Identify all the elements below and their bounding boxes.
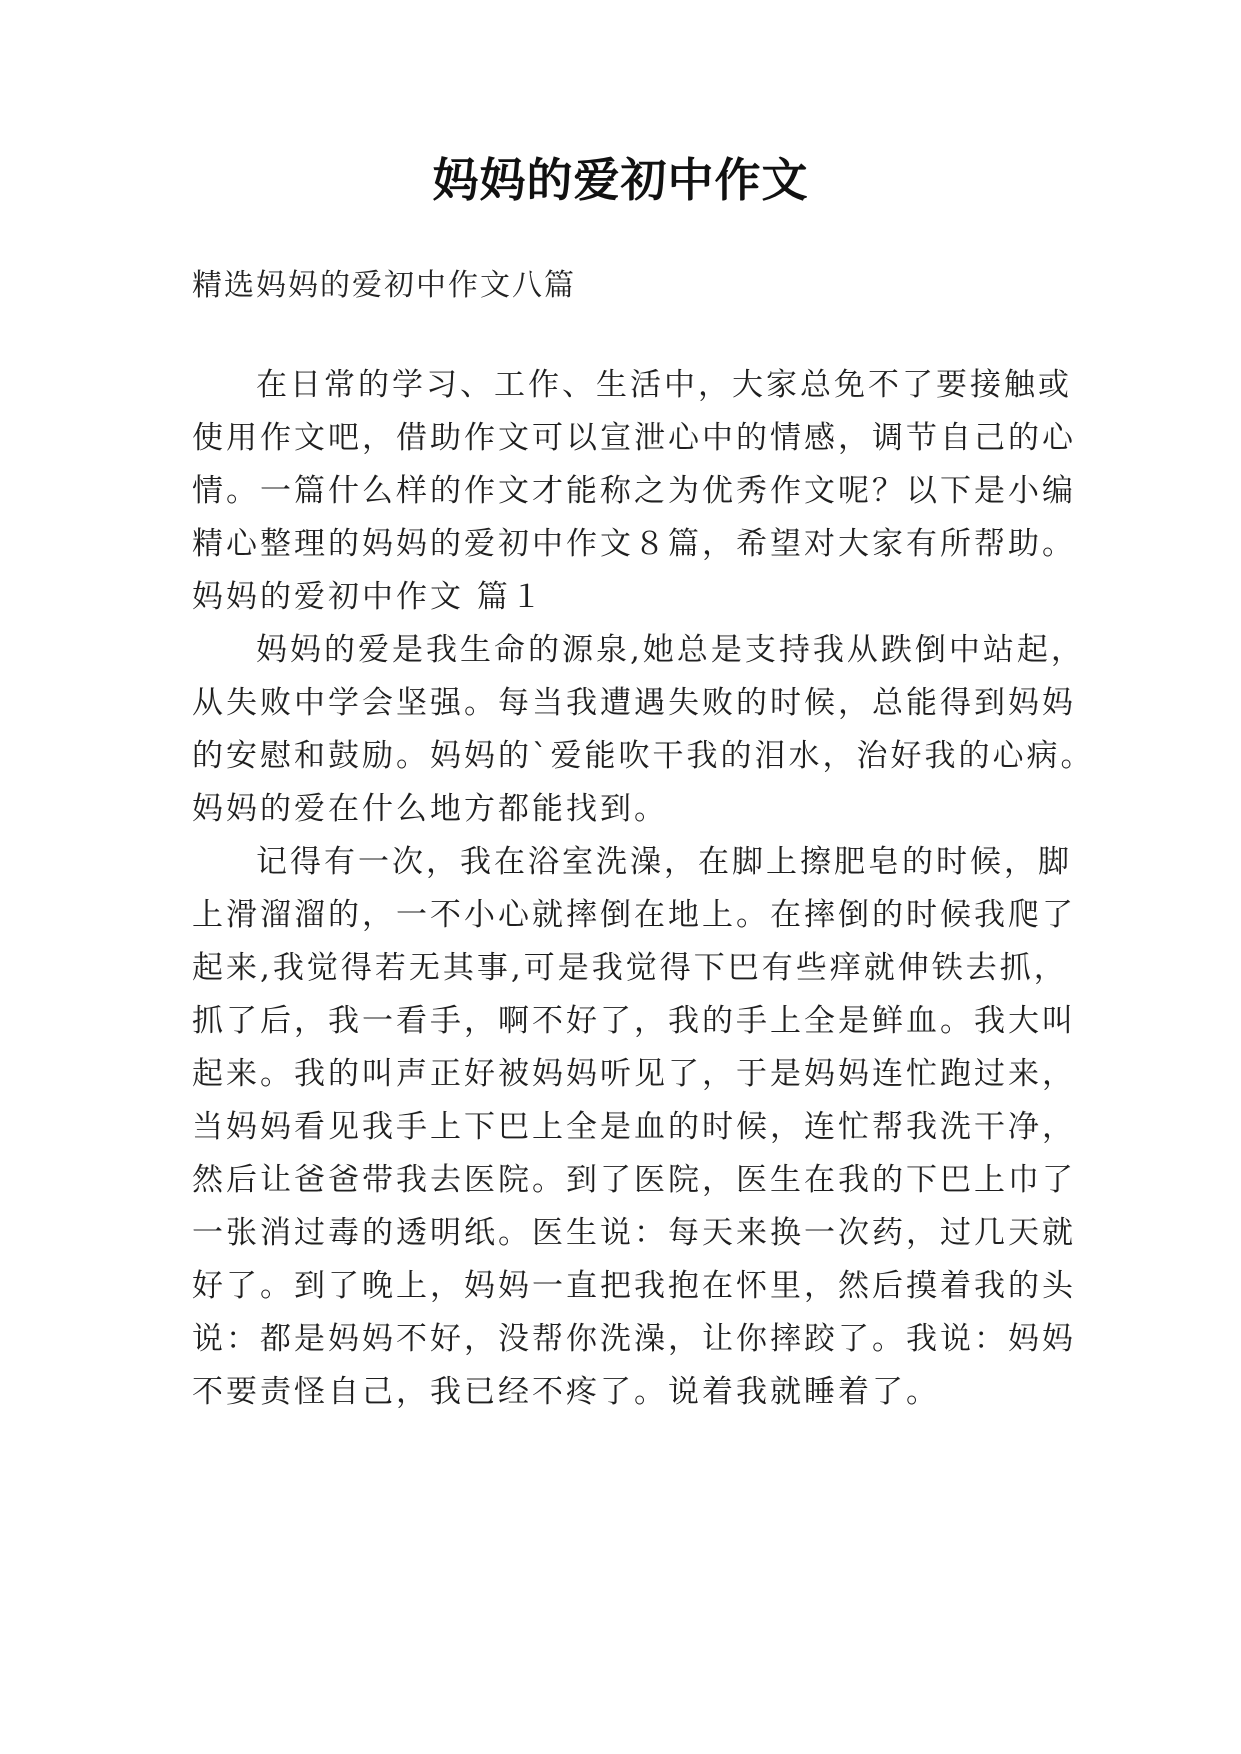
- document-title: 妈妈的爱初中作文: [432, 153, 809, 207]
- text-line: 一张消过毒的透明纸。医生说：每天来换一次药，过几天就: [192, 1215, 1076, 1251]
- section-heading: 妈妈的爱初中作文 篇１: [192, 579, 545, 615]
- text-line: 好了。到了晚上，妈妈一直把我抱在怀里，然后摸着我的头: [192, 1268, 1076, 1304]
- text-line: 情。一篇什么样的作文才能称之为优秀作文呢？以下是小编: [192, 473, 1076, 509]
- text-line: 妈妈的爱在什么地方都能找到。: [192, 791, 668, 827]
- text-line: 在日常的学习、工作、生活中，大家总免不了要接触或: [256, 367, 1072, 403]
- text-line: 妈妈的爱是我生命的源泉,她总是支持我从跌倒中站起，: [256, 632, 1085, 668]
- text-line: 当妈妈看见我手上下巴上全是血的时候，连忙帮我洗干净，: [192, 1109, 1076, 1145]
- text-line: 抓了后，我一看手，啊不好了，我的手上全是鲜血。我大叫: [192, 1003, 1076, 1039]
- text-line: 然后让爸爸带我去医院。到了医院，医生在我的下巴上巾了: [192, 1162, 1076, 1198]
- text-line: 说：都是妈妈不好，没帮你洗澡，让你摔跤了。我说：妈妈: [192, 1321, 1076, 1357]
- text-line: 上滑溜溜的，一不小心就摔倒在地上。在摔倒的时候我爬了: [192, 897, 1076, 933]
- text-line: 从失败中学会坚强。每当我遭遇失败的时候，总能得到妈妈: [192, 685, 1076, 721]
- text-line: 的安慰和鼓励。妈妈的`爱能吹干我的泪水，治好我的心病。: [192, 738, 1095, 774]
- text-line: 不要责怪自己，我已经不疼了。说着我就睡着了。: [192, 1374, 940, 1410]
- text-line: 起来,我觉得若无其事,可是我觉得下巴有些痒就伸铁去抓，: [192, 950, 1068, 986]
- text-line: 精心整理的妈妈的爱初中作文８篇，希望对大家有所帮助。: [192, 526, 1076, 562]
- text-line: 起来。我的叫声正好被妈妈听见了，于是妈妈连忙跑过来，: [192, 1056, 1076, 1092]
- text-line: 使用作文吧，借助作文可以宣泄心中的情感，调节自己的心: [192, 420, 1076, 456]
- text-line: 记得有一次，我在浴室洗澡，在脚上擦肥皂的时候，脚: [256, 844, 1072, 880]
- document-subtitle: 精选妈妈的爱初中作文八篇: [192, 268, 576, 303]
